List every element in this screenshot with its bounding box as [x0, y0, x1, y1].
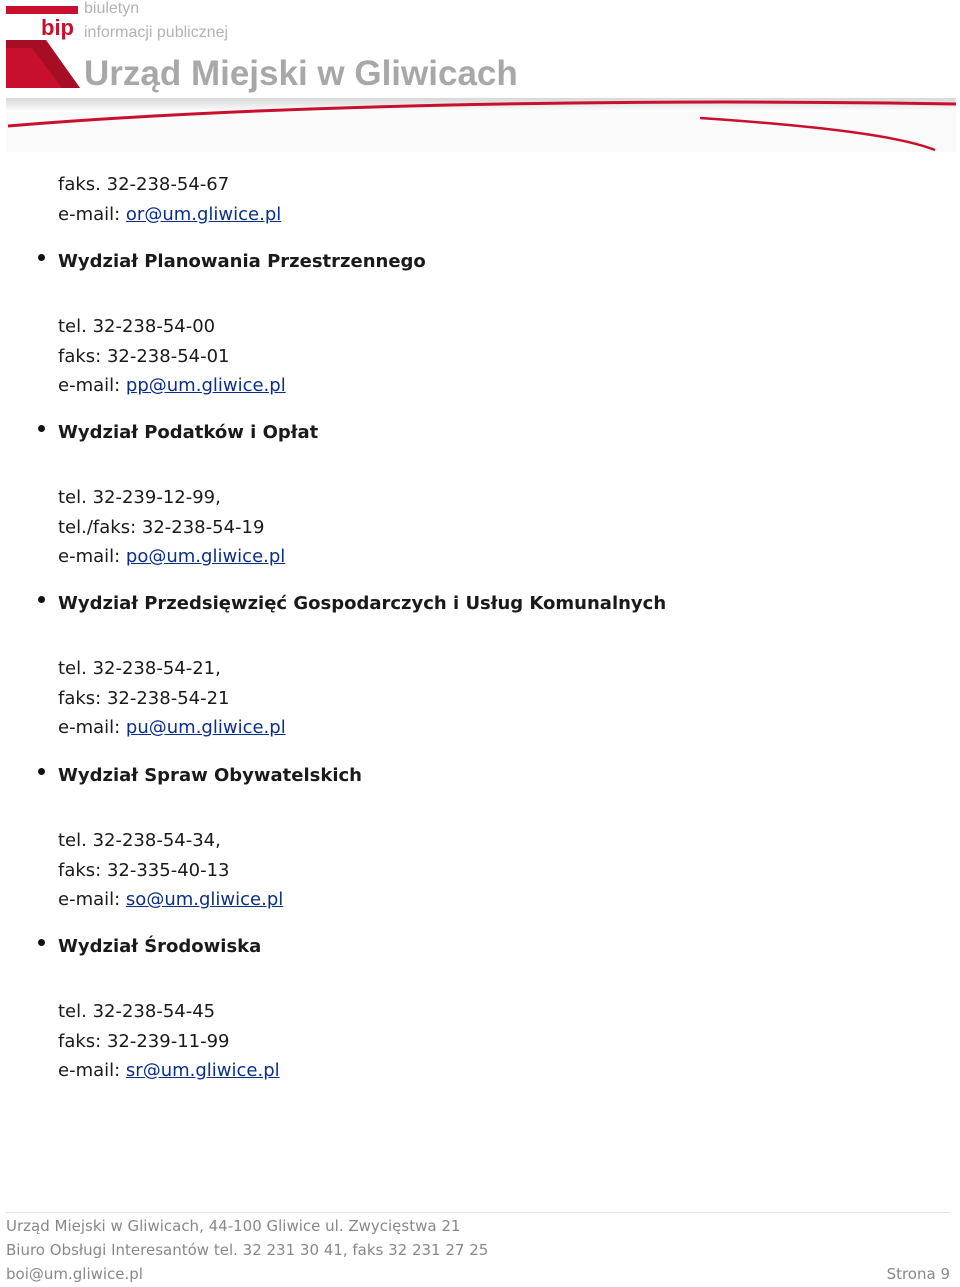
phone-line: tel. 32-238-54-21, — [58, 658, 221, 679]
caption-biuletyn: biuletyn — [84, 0, 140, 17]
fax-line: faks: 32-238-54-21 — [58, 687, 230, 709]
email-label: e-mail: — [58, 375, 126, 396]
email-link[interactable]: po@um.gliwice.pl — [125, 546, 286, 567]
phone-line: tel. 32-238-54-00 — [58, 316, 216, 337]
fax-line: faks: 32-239-11-99 — [58, 1030, 230, 1052]
email-line — [58, 713, 286, 743]
page-number: Strona 9 — [886, 1265, 950, 1283]
department-heading — [38, 421, 318, 445]
email-link[interactable]: pp@um.gliwice.pl — [125, 375, 286, 396]
footer-email[interactable]: boi@um.gliwice.pl — [6, 1265, 143, 1283]
email-line — [58, 371, 286, 401]
bullet-icon — [38, 939, 45, 946]
contact-block-continued — [58, 170, 281, 229]
department-heading — [38, 764, 362, 788]
email-line — [58, 542, 285, 572]
office-name: Urząd Miejski w Gliwicach — [84, 54, 518, 93]
email-link[interactable]: or@um.gliwice.pl — [125, 203, 282, 225]
contact-block — [58, 483, 285, 572]
email-line — [58, 200, 281, 230]
fax-line: faks. 32-238-54-67 — [58, 174, 230, 195]
department-name: Wydział Spraw Obywatelskich — [58, 765, 362, 786]
bullet-icon — [38, 254, 45, 261]
fax-line: tel./faks: 32-238-54-19 — [58, 516, 265, 538]
fax-line: faks: 32-335-40-13 — [58, 859, 230, 881]
header-swoosh — [0, 96, 960, 156]
email-link[interactable]: sr@um.gliwice.pl — [125, 1060, 280, 1081]
bullet-icon — [38, 768, 45, 775]
email-link[interactable]: pu@um.gliwice.pl — [125, 717, 286, 738]
phone-line: tel. 32-239-12-99, — [58, 487, 221, 508]
phone-line: tel. 32-238-54-45 — [58, 1001, 216, 1022]
email-label: e-mail: — [58, 1060, 126, 1081]
footer-office-contact: Biuro Obsługi Interesantów tel. 32 231 30 41, faks 32 231 27 25 — [6, 1241, 489, 1259]
email-label: e-mail: — [58, 889, 126, 910]
bullet-icon — [38, 425, 45, 432]
email-label: e-mail: — [58, 203, 126, 225]
email-link[interactable]: so@um.gliwice.pl — [125, 889, 284, 910]
email-line — [58, 885, 283, 915]
email-label: e-mail: — [58, 717, 126, 738]
department-name: Wydział Planowania Przestrzennego — [58, 251, 426, 272]
bip-logo-text: bip — [41, 15, 74, 40]
footer-address: Urząd Miejski w Gliwicach, 44-100 Gliwice ul. Zwycięstwa 21 — [6, 1217, 461, 1235]
department-name: Wydział Przedsięwzięć Gospodarczych i Usług Komunalnych — [58, 593, 667, 614]
department-heading — [38, 592, 666, 616]
bullet-icon — [38, 596, 45, 603]
department-heading — [38, 250, 426, 274]
contact-block — [58, 826, 283, 915]
contact-block — [58, 312, 286, 401]
department-heading — [38, 935, 261, 959]
caption-informacji-publicznej: informacji publicznej — [84, 24, 229, 41]
department-name: Wydział Środowiska — [58, 936, 262, 957]
email-label: e-mail: — [58, 546, 126, 567]
bip-logo — [6, 4, 80, 90]
department-name: Wydział Podatków i Opłat — [58, 422, 319, 443]
email-line — [58, 1056, 280, 1086]
contact-block — [58, 997, 280, 1086]
fax-line: faks: 32-238-54-01 — [58, 345, 230, 367]
page-header — [0, 0, 960, 155]
footer-divider — [6, 1212, 950, 1213]
phone-line: tel. 32-238-54-34, — [58, 830, 221, 851]
contact-block — [58, 654, 286, 743]
